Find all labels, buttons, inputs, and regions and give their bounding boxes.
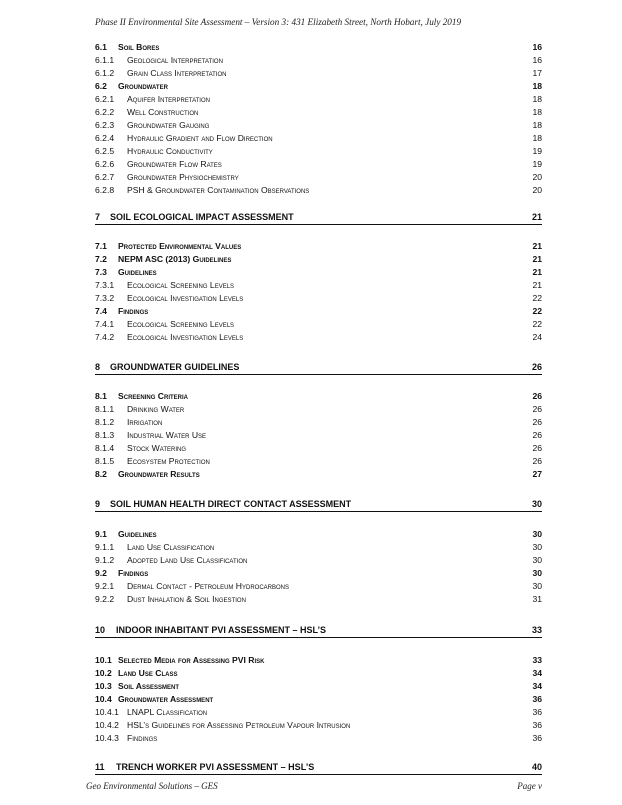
toc-entry[interactable] bbox=[95, 541, 542, 554]
toc-entry-number: 9.2.1 bbox=[95, 581, 115, 591]
toc-entry[interactable] bbox=[95, 390, 542, 403]
toc-entry-number: 7.4 bbox=[95, 306, 107, 316]
toc-entry-page: 17 bbox=[532, 68, 542, 78]
toc-entry-title: Hydraulic Gradient and Flow Direction bbox=[127, 133, 273, 143]
toc-entry-title: Groundwater Assessment bbox=[118, 694, 214, 704]
toc-entry-page: 26 bbox=[532, 417, 542, 427]
toc-entry-title: Screening Criteria bbox=[118, 391, 188, 401]
toc-entry-number: 9.2.2 bbox=[95, 594, 115, 604]
toc-entry-number: 7.3.2 bbox=[95, 293, 115, 303]
toc-entry-page: 36 bbox=[532, 720, 542, 730]
toc-entry-title: Groundwater Physiochemistry bbox=[127, 172, 239, 182]
toc-entry-page: 16 bbox=[532, 42, 542, 52]
toc-chapter-entry[interactable] bbox=[95, 761, 542, 775]
toc-entry[interactable] bbox=[95, 654, 542, 667]
toc-entry-page: 18 bbox=[532, 133, 542, 143]
toc-entry[interactable] bbox=[95, 554, 542, 567]
toc-entry-title: INDOOR INHABITANT PVI ASSESSMENT – HSL’S bbox=[116, 625, 327, 635]
toc-entry[interactable] bbox=[95, 528, 542, 541]
toc-entry[interactable] bbox=[95, 593, 542, 606]
toc-entry-number: 6.2.8 bbox=[95, 185, 115, 195]
toc-entry[interactable] bbox=[95, 706, 542, 719]
toc-entry-number: 8.2 bbox=[95, 469, 107, 479]
toc-entry-page: 26 bbox=[531, 362, 542, 372]
toc-entry[interactable] bbox=[95, 158, 542, 171]
toc-entry-title: Drinking Water bbox=[127, 404, 185, 414]
toc-entry-page: 31 bbox=[532, 594, 542, 604]
toc-entry[interactable] bbox=[95, 416, 542, 429]
toc-entry-number: 11 bbox=[95, 762, 105, 772]
toc-entry-page: 36 bbox=[532, 733, 542, 743]
toc-chapter-entry[interactable] bbox=[95, 624, 542, 638]
toc-entry-page: 30 bbox=[532, 542, 542, 552]
toc-entry-number: 8.1.4 bbox=[95, 443, 115, 453]
toc-entry-number: 10.4.3 bbox=[95, 733, 119, 743]
toc-entry-number: 9.1 bbox=[95, 529, 107, 539]
toc-entry-page: 36 bbox=[532, 707, 542, 717]
toc-entry-title: SOIL HUMAN HEALTH DIRECT CONTACT ASSESSMENT bbox=[110, 499, 352, 509]
toc-entry-title: Groundwater Results bbox=[118, 469, 200, 479]
toc-entry-number: 8 bbox=[95, 362, 101, 372]
toc-entry-page: 36 bbox=[532, 694, 542, 704]
toc-entry-page: 22 bbox=[532, 306, 542, 316]
toc-entry-title: Findings bbox=[118, 306, 149, 316]
toc-entry-page: 33 bbox=[532, 655, 542, 665]
toc-entry-title: Ecological Screening Levels bbox=[127, 319, 235, 329]
toc-entry[interactable] bbox=[95, 429, 542, 442]
toc-entry[interactable] bbox=[95, 719, 542, 732]
toc-entry-number: 6.1 bbox=[95, 42, 107, 52]
toc-entry[interactable] bbox=[95, 567, 542, 580]
toc-entry-page: 21 bbox=[532, 280, 542, 290]
toc-entry-number: 10 bbox=[95, 625, 106, 635]
toc-entry-page: 34 bbox=[532, 681, 542, 691]
toc-entry-title: Ecological Screening Levels bbox=[127, 280, 235, 290]
toc-entry-number: 9.1.1 bbox=[95, 542, 115, 552]
page-header: Phase II Environmental Site Assessment – Version 3: 431 Elizabeth Street, North Hobart, July 2019 bbox=[95, 17, 462, 27]
toc-entry-title: Findings bbox=[118, 568, 149, 578]
toc-entry-number: 6.2 bbox=[95, 81, 107, 91]
toc-entry-number: 10.4.1 bbox=[95, 707, 119, 717]
toc-entry-title: HSL’s Guidelines for Assessing Petroleum Vapour Intrusion bbox=[127, 720, 351, 730]
toc-entry[interactable] bbox=[95, 305, 542, 318]
toc-entry[interactable] bbox=[95, 266, 542, 279]
toc-chapter-entry[interactable] bbox=[95, 211, 542, 225]
toc-entry-page: 21 bbox=[532, 241, 542, 251]
toc-entry-page: 20 bbox=[532, 172, 542, 182]
toc-entry-title: Irrigation bbox=[127, 417, 163, 427]
toc-entry-title: Dust Inhalation & Soil Ingestion bbox=[127, 594, 246, 604]
toc-entry[interactable] bbox=[95, 106, 542, 119]
toc-entry-number: 6.2.2 bbox=[95, 107, 115, 117]
toc-entry-title: Findings bbox=[127, 733, 158, 743]
toc-entry-title: Groundwater bbox=[118, 81, 168, 91]
toc-entry-page: 33 bbox=[531, 625, 542, 635]
toc-entry[interactable] bbox=[95, 680, 542, 693]
toc-entry[interactable] bbox=[95, 132, 542, 145]
toc-entry-page: 26 bbox=[532, 456, 542, 466]
toc-entry-number: 6.2.7 bbox=[95, 172, 115, 182]
toc-entry[interactable] bbox=[95, 41, 542, 54]
toc-entry-number: 8.1.2 bbox=[95, 417, 115, 427]
toc-entry-number: 6.2.4 bbox=[95, 133, 115, 143]
toc-entry-number: 10.3 bbox=[95, 681, 112, 691]
toc-entry[interactable] bbox=[95, 93, 542, 106]
toc-entry-title: Selected Media for Assessing PVI Risk bbox=[118, 655, 265, 665]
toc-entry-page: 30 bbox=[531, 499, 542, 509]
toc-entry-title: SOIL ECOLOGICAL IMPACT ASSESSMENT bbox=[110, 212, 294, 222]
toc-entry-number: 9.1.2 bbox=[95, 555, 115, 565]
toc-entry-number: 10.4.2 bbox=[95, 720, 119, 730]
toc-entry-title: Stock Watering bbox=[127, 443, 187, 453]
toc-entry-title: GROUNDWATER GUIDELINES bbox=[110, 362, 240, 372]
toc-entry-title: Industrial Water Use bbox=[127, 430, 207, 440]
toc-entry-number: 6.1.1 bbox=[95, 55, 115, 65]
toc-entry-page: 22 bbox=[532, 319, 542, 329]
toc-entry-number: 6.2.5 bbox=[95, 146, 115, 156]
toc-entry-title: Aquifer Interpretation bbox=[127, 94, 210, 104]
toc-entry-title: Dermal Contact - Petroleum Hydrocarbons bbox=[127, 581, 289, 591]
toc-entry-page: 30 bbox=[532, 529, 542, 539]
toc-entry-page: 18 bbox=[532, 107, 542, 117]
toc-entry[interactable] bbox=[95, 80, 542, 93]
toc-entry[interactable] bbox=[95, 54, 542, 67]
toc-entry-number: 7.3 bbox=[95, 267, 107, 277]
toc-entry-page: 26 bbox=[532, 430, 542, 440]
toc-entry-title: NEPM ASC (2013) Guidelines bbox=[118, 254, 232, 264]
toc-entry-number: 7 bbox=[95, 212, 101, 222]
toc-entry-page: 22 bbox=[532, 293, 542, 303]
toc-entry-title: Soil Assessment bbox=[118, 681, 180, 691]
toc-entry-title: Adopted Land Use Classification bbox=[127, 555, 248, 565]
toc-entry-page: 18 bbox=[532, 81, 542, 91]
toc-entry-page: 19 bbox=[532, 146, 542, 156]
toc-entry-number: 7.1 bbox=[95, 241, 107, 251]
toc-entry[interactable] bbox=[95, 442, 542, 455]
toc-entry[interactable] bbox=[95, 732, 542, 745]
toc-entry-number: 6.2.1 bbox=[95, 94, 115, 104]
toc-entry-title: Well Construction bbox=[127, 107, 199, 117]
toc-entry[interactable] bbox=[95, 693, 542, 706]
toc-entry-title: Ecosystem Protection bbox=[127, 456, 210, 466]
toc-entry[interactable] bbox=[95, 455, 542, 468]
toc-entry-number: 7.3.1 bbox=[95, 280, 115, 290]
toc-entry-number: 10.2 bbox=[95, 668, 112, 678]
toc-entry-title: Hydraulic Conductivity bbox=[127, 146, 213, 156]
toc-entry-title: Groundwater Gauging bbox=[127, 120, 210, 130]
toc-entry-number: 8.1.3 bbox=[95, 430, 115, 440]
toc-entry-number: 9 bbox=[95, 499, 101, 509]
toc-entry-title: Guidelines bbox=[118, 267, 157, 277]
toc-chapter-entry[interactable] bbox=[95, 361, 542, 375]
toc-entry[interactable] bbox=[95, 67, 542, 80]
toc-entry-number: 8.1 bbox=[95, 391, 107, 401]
toc-entry-page: 30 bbox=[532, 581, 542, 591]
toc-entry-title: TRENCH WORKER PVI ASSESSMENT – HSL’S bbox=[116, 762, 315, 772]
toc-entry[interactable] bbox=[95, 253, 542, 266]
toc-entry-number: 8.1.5 bbox=[95, 456, 115, 466]
toc-entry-page: 30 bbox=[532, 568, 542, 578]
toc-entry-page: 18 bbox=[532, 120, 542, 130]
toc-entry[interactable] bbox=[95, 279, 542, 292]
toc-entry-title: Ecological Investigation Levels bbox=[127, 332, 244, 342]
toc-entry-number: 7.4.2 bbox=[95, 332, 115, 342]
toc-entry-page: 26 bbox=[532, 404, 542, 414]
toc-entry[interactable] bbox=[95, 318, 542, 331]
toc-entry-number: 6.2.3 bbox=[95, 120, 115, 130]
toc-entry-page: 26 bbox=[532, 391, 542, 401]
toc-entry-number: 9.2 bbox=[95, 568, 107, 578]
toc-entry[interactable] bbox=[95, 145, 542, 158]
toc-entry-number: 10.1 bbox=[95, 655, 112, 665]
toc-entry[interactable] bbox=[95, 667, 542, 680]
toc-entry-title: Land Use Class bbox=[118, 668, 178, 678]
footer-company: Geo Environmental Solutions – GES bbox=[86, 781, 218, 791]
toc-entry-title: Protected Environmental Values bbox=[118, 241, 242, 251]
toc-entry-title: Grain Class Interpretation bbox=[127, 68, 227, 78]
toc-entry-page: 34 bbox=[532, 668, 542, 678]
toc-entry[interactable] bbox=[95, 171, 542, 184]
toc-entry[interactable] bbox=[95, 292, 542, 305]
toc-entry-number: 7.4.1 bbox=[95, 319, 115, 329]
toc-entry-title: Soil Bores bbox=[118, 42, 160, 52]
toc-entry-page: 20 bbox=[532, 185, 542, 195]
toc-entry[interactable] bbox=[95, 184, 542, 197]
toc-entry-page: 24 bbox=[532, 332, 542, 342]
toc-entry-number: 7.2 bbox=[95, 254, 107, 264]
toc-entry[interactable] bbox=[95, 468, 542, 481]
toc-entry-title: LNAPL Classification bbox=[127, 707, 208, 717]
toc-entry-number: 10.4 bbox=[95, 694, 112, 704]
toc-entry[interactable] bbox=[95, 240, 542, 253]
toc-entry-page: 40 bbox=[531, 762, 542, 772]
toc-entry-number: 6.1.2 bbox=[95, 68, 115, 78]
toc-entry-page: 30 bbox=[532, 555, 542, 565]
toc-entry-page: 21 bbox=[531, 212, 542, 222]
toc-entry[interactable] bbox=[95, 119, 542, 132]
toc-entry[interactable] bbox=[95, 403, 542, 416]
toc-entry-title: Guidelines bbox=[118, 529, 157, 539]
footer-page-number: Page v bbox=[517, 781, 542, 791]
toc-entry[interactable] bbox=[95, 331, 542, 344]
toc-entry-title: Geological Interpretation bbox=[127, 55, 223, 65]
toc-entry-page: 27 bbox=[532, 469, 542, 479]
toc-entry-page: 21 bbox=[532, 254, 542, 264]
toc-entry-title: Land Use Classification bbox=[127, 542, 215, 552]
toc-entry-title: Groundwater Flow Rates bbox=[127, 159, 222, 169]
toc-entry-number: 6.2.6 bbox=[95, 159, 115, 169]
toc-entry-number: 8.1.1 bbox=[95, 404, 115, 414]
toc-entry-page: 21 bbox=[532, 267, 542, 277]
toc-entry-title: PSH & Groundwater Contamination Observations bbox=[127, 185, 310, 195]
toc-entry-page: 18 bbox=[532, 94, 542, 104]
toc-entry-title: Ecological Investigation Levels bbox=[127, 293, 244, 303]
toc-chapter-entry[interactable] bbox=[95, 498, 542, 512]
toc-entry-page: 26 bbox=[532, 443, 542, 453]
toc-entry[interactable] bbox=[95, 580, 542, 593]
toc-entry-page: 16 bbox=[532, 55, 542, 65]
toc-entry-page: 19 bbox=[532, 159, 542, 169]
